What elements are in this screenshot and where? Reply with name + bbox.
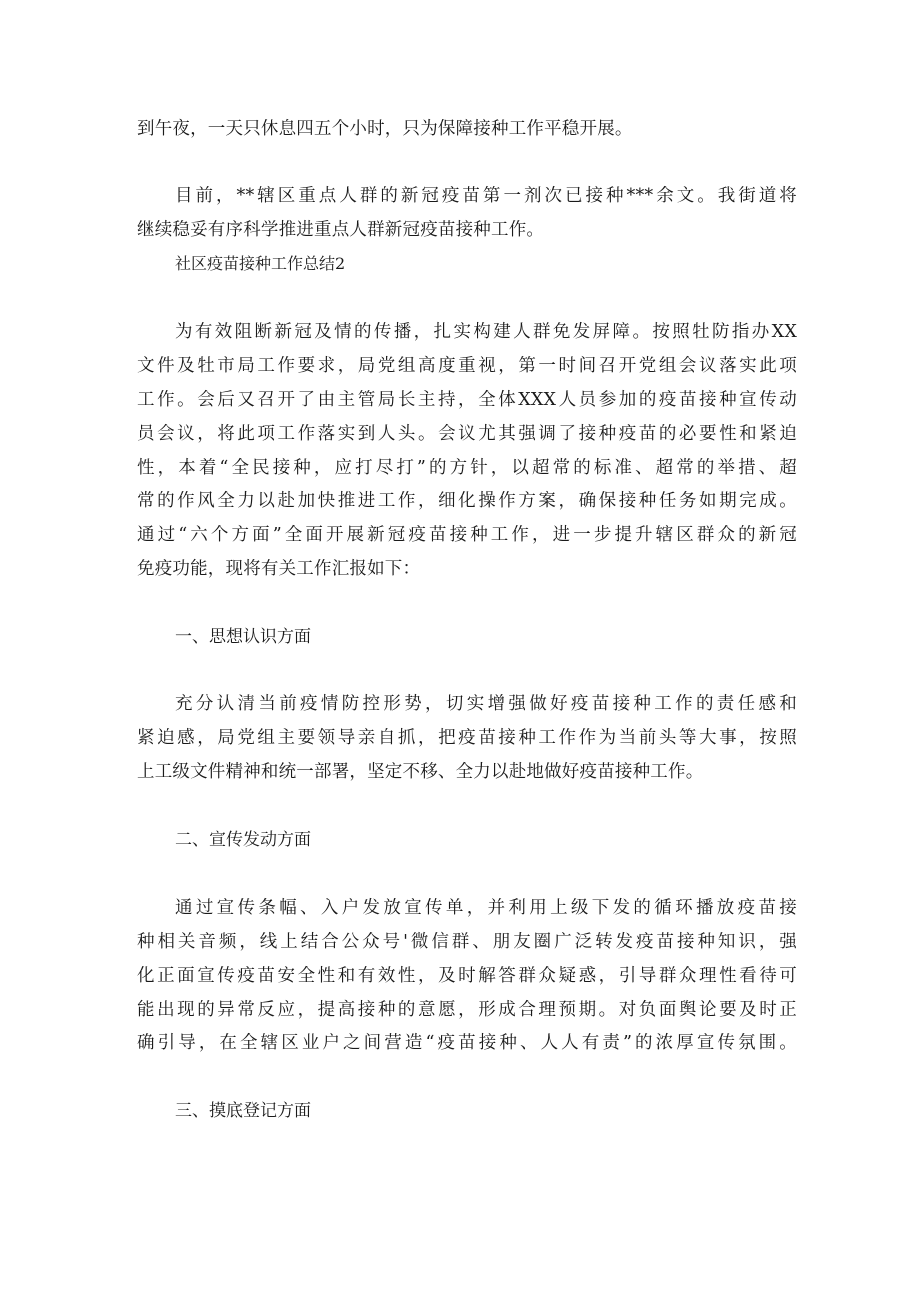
paragraph-line: 性，本着“全民接种，应打尽打”的方针，以超常的标准、超常的举措、超: [137, 458, 797, 478]
paragraph-line: 确引导，在全辖区业户之间营造“疫苗接种、人人有责”的浓厚宣传氛围。: [137, 1033, 797, 1053]
paragraph-line: 目前，**辖区重点人群的新冠疫苗第一剂次已接种***余文。我街道将: [175, 186, 797, 206]
paragraph-line: 到午夜，一天只休息四五个小时，只为保障接种工作平稳开展。: [137, 119, 633, 139]
paragraph-line: 上工级文件精神和统一部署，坚定不移、全力以赴地做好疫苗接种工作。: [137, 762, 704, 782]
paragraph-line: 充分认清当前疫情防控形势，切实增强做好疫苗接种工作的责任感和: [175, 694, 797, 714]
section-heading: 一、思想认识方面: [175, 627, 311, 647]
paragraph-line: 员会议，将此项工作落实到人头。会议尤其强调了接种疫苗的必要性和紧迫: [137, 424, 797, 444]
section-title: 社区疫苗接种工作总结2: [175, 254, 346, 273]
section-heading: 二、宣传发动方面: [175, 830, 311, 850]
paragraph-line: 为有效阻断新冠及情的传播，扎实构建人群免发屏障。按照牡防指办XX: [175, 322, 797, 342]
paragraph-line: 种相关音频，线上结合公众号'微信群、朋友圈广泛转发疫苗接种知识，强: [137, 932, 797, 952]
paragraph-line: 化正面宣传疫苗安全性和有效性，及时解答群众疑惑，引导群众理性看待可: [137, 966, 797, 986]
paragraph-line: 免疫功能，现将有关工作汇报如下：: [137, 559, 421, 579]
paragraph-line: 文件及牡市局工作要求，局党组高度重视，第一时间召开党组会议落实此项: [137, 356, 797, 376]
paragraph-line: 工作。会后又召开了由主管局长主持，全体XXX人员参加的疫苗接种宣传动: [137, 390, 797, 410]
paragraph-line: 通过“六个方面”全面开展新冠疫苗接种工作，进一步提升辖区群众的新冠: [137, 525, 797, 545]
paragraph-line: 常的作风全力以赴加快推进工作，细化操作方案，确保接种任务如期完成。: [137, 491, 797, 511]
paragraph-line: 能出现的异常反应，提高接种的意愿，形成合理预期。对负面舆论要及时正: [137, 1000, 797, 1020]
paragraph-line: 紧迫感，局党组主要领导亲自抓，把疫苗接种工作作为当前头等大事，按照: [137, 728, 797, 748]
section-heading: 三、摸底登记方面: [175, 1101, 311, 1121]
paragraph-line: 通过宣传条幅、入户发放宣传单，并利用上级下发的循环播放疫苗接: [175, 898, 797, 918]
paragraph-line: 继续稳妥有序科学推进重点人群新冠疫苗接种工作。: [137, 220, 545, 240]
